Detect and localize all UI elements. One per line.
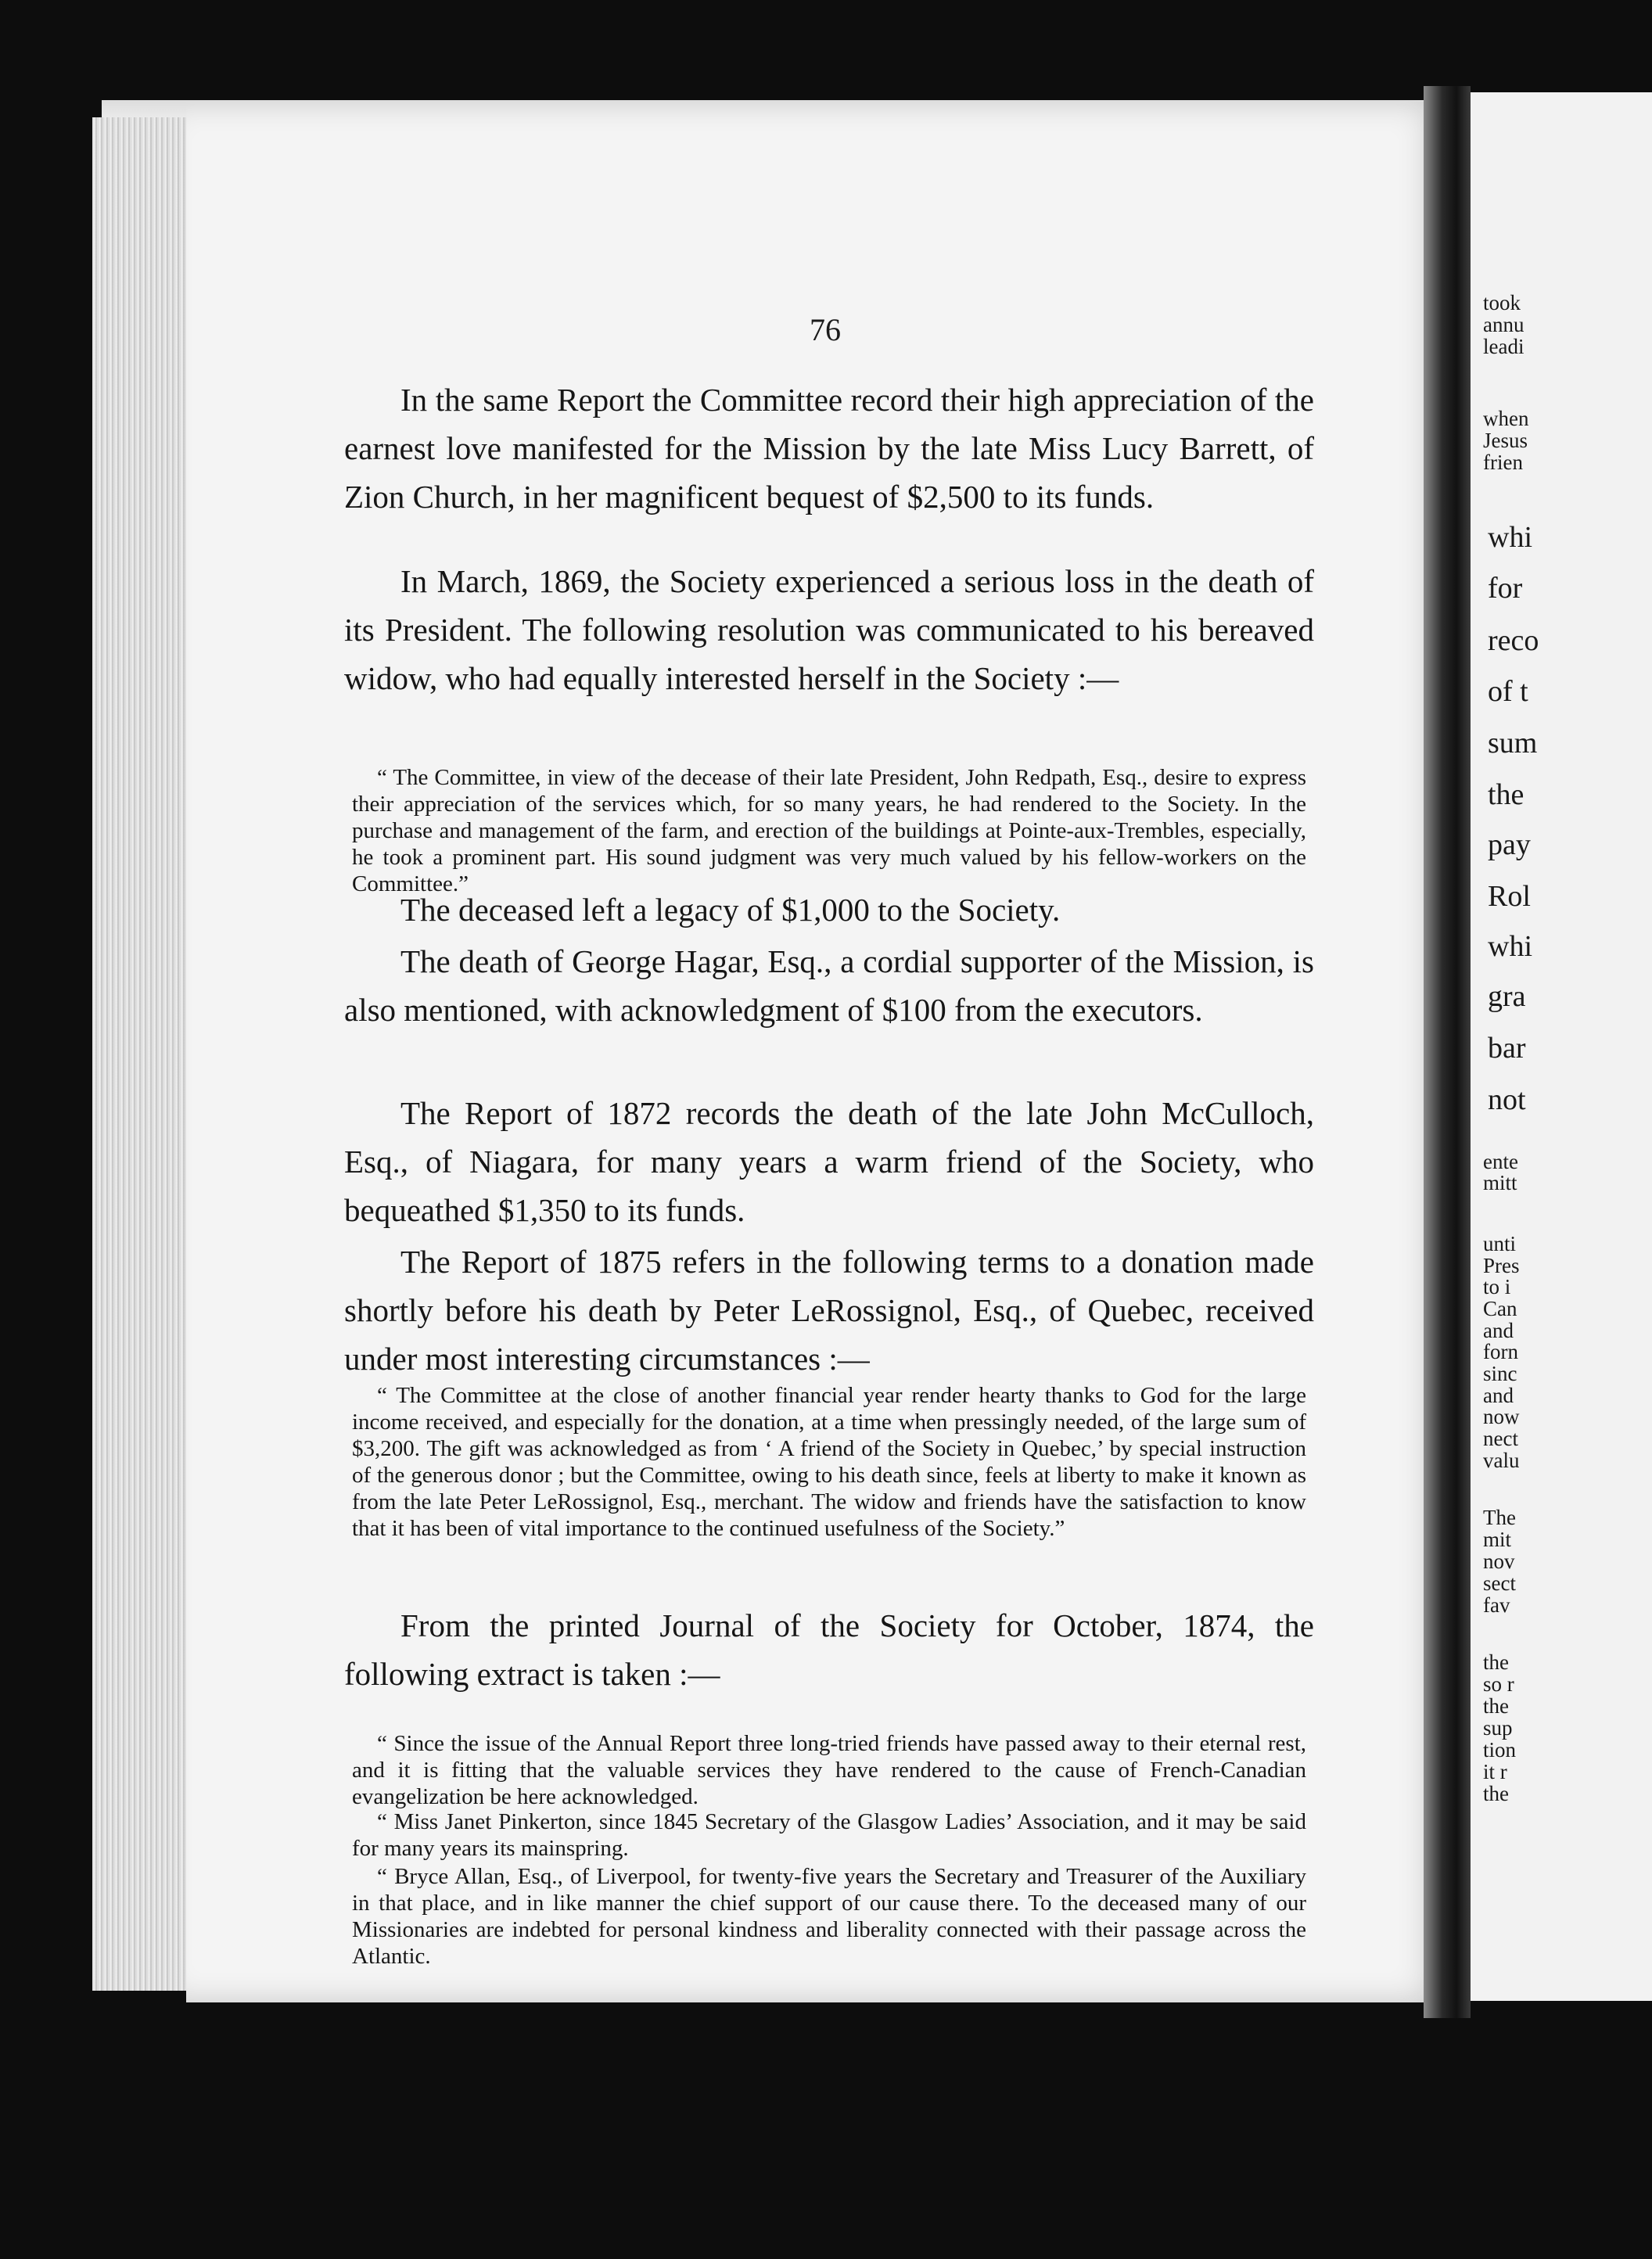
facing-page-fragment: whi: [1488, 521, 1532, 554]
quote-bryce-allan: “ Bryce Allan, Esq., of Liverpool, for twenty-five years the Secretary and Treasurer of the Auxiliary in that place, and in like manner the chief support of our cause there. To the deceased many of our Missionaries are indebted for personal kindness and liberality connected with their passage across the Atlantic.: [352, 1864, 1306, 1969]
facing-page-fragment: when: [1483, 407, 1529, 430]
facing-page-fragment: nov: [1483, 1550, 1515, 1573]
facing-page-fragment: mitt: [1483, 1171, 1517, 1194]
facing-page-fragment: and: [1483, 1319, 1514, 1342]
facing-page-fragment: unti: [1483, 1232, 1517, 1255]
facing-page-fragment: Can: [1483, 1297, 1517, 1320]
facing-page-fragment: pay: [1488, 828, 1531, 861]
facing-page-fragment: tion: [1483, 1738, 1517, 1762]
book-gutter: [1424, 86, 1471, 2018]
facing-page-fragment: sum: [1488, 727, 1538, 760]
facing-page-fragment: sup: [1483, 1716, 1513, 1740]
paragraph-george-hagar: The death of George Hagar, Esq., a cordial supporter of the Mission, is also mentioned, with acknowledgment of $100 from the executors.: [344, 943, 1314, 1028]
facing-page-fragment: nect: [1483, 1427, 1518, 1450]
facing-page-fragment: sinc: [1483, 1362, 1517, 1385]
facing-page-fragment: Jesus: [1483, 429, 1528, 452]
paragraph-report-1875: The Report of 1875 refers in the following terms to a donation made shortly before his death by Peter LeRossignol, Esq., of Quebec, received under most interesting circumstances :—: [344, 1244, 1314, 1377]
facing-page-fragment: ente: [1483, 1150, 1518, 1173]
facing-page-fragment: the: [1483, 1650, 1509, 1674]
facing-page-fragment: fav: [1483, 1593, 1510, 1617]
paragraph-lucy-barrett-bequest: In the same Report the Committee record their high appreciation of the earnest love manifested for the Mission by the late Miss Lucy Barrett, of Zion Church, in her magnificent bequest of $2,500 to its funds.: [344, 382, 1314, 515]
stacked-page-edges: [92, 117, 194, 1991]
facing-page-fragment: of t: [1488, 675, 1528, 708]
quote-janet-pinkerton: “ Miss Janet Pinkerton, since 1845 Secretary of the Glasgow Ladies’ Association, and it may be said for many years its mainspring.: [352, 1809, 1306, 1861]
facing-page-fragment: the: [1483, 1694, 1509, 1718]
facing-page-fragment: forn: [1483, 1340, 1518, 1363]
quote-lerossignol-donation: “ The Committee at the close of another financial year render hearty thanks to God for the large income received, and especially for the donation, at a time when pressingly needed, of the large sum of $3,200. The gift was acknowledged as from ‘ A friend of the Society in Quebec,’ by special instruction of the generous donor ; but the Committee, owing to his death since, feels at liberty to make it known as from the late Peter LeRossignol, Esq., merchant. The widow and friends have the satisfaction to know that it has been of vital importance to the continued usefulness of the Society.”: [352, 1383, 1306, 1541]
facing-page-fragment: bar: [1488, 1032, 1526, 1065]
facing-page-fragment: to i: [1483, 1275, 1511, 1298]
facing-page-fragment: not: [1488, 1083, 1526, 1116]
facing-page-fragment: mit: [1483, 1528, 1512, 1551]
quote-annual-report: “ Since the issue of the Annual Report three long-tried friends have passed away to their eternal rest, and it is fitting that the valuable services they have rendered to the cause of French-Canadian evangelization be here acknowledged.: [352, 1731, 1306, 1809]
facing-page-fragment: Rol: [1488, 880, 1531, 913]
quote-redpath-resolution: “ The Committee, in view of the decease of their late President, John Redpath, Esq., desire to express their appreciation of the services which, for so many years, he had rendered to the Society. In the purchase and management of the farm, and erection of the buildings at Pointe-aux-Trembles, especially, he took a prominent part. His sound judgment was very much valued by his fellow-workers on the Committee.”: [352, 765, 1306, 896]
facing-page-fragment: took: [1483, 291, 1521, 314]
facing-page-fragment: leadi: [1483, 335, 1525, 358]
facing-page-fragment: The: [1483, 1506, 1516, 1529]
facing-page-fragment: reco: [1488, 624, 1539, 657]
facing-page-fragment: sect: [1483, 1571, 1516, 1595]
facing-page-fragment: annu: [1483, 313, 1525, 336]
paragraph-journal-extract: From the printed Journal of the Society for October, 1874, the following extract is taken :—: [344, 1607, 1314, 1692]
facing-page-fragment: frien: [1483, 451, 1523, 474]
facing-page-fragment: Pres: [1483, 1254, 1520, 1277]
facing-page-fragment: whi: [1488, 930, 1532, 963]
facing-page-fragment: valu: [1483, 1449, 1520, 1472]
facing-page-fragment: now: [1483, 1405, 1520, 1428]
facing-page-fragment: the: [1488, 778, 1525, 811]
facing-page-fragment: for: [1488, 572, 1523, 605]
facing-page-fragment: and: [1483, 1384, 1514, 1407]
paragraph-legacy: The deceased left a legacy of $1,000 to the Society.: [400, 892, 1061, 928]
facing-page-fragment: the: [1483, 1782, 1509, 1805]
facing-page-fragment: it r: [1483, 1760, 1507, 1783]
page-number: 76: [810, 312, 841, 347]
facing-page-fragment: gra: [1488, 980, 1526, 1013]
paragraph-report-1872: The Report of 1872 records the death of the late John McCulloch, Esq., of Niagara, for many years a warm friend of the Society, who bequeathed $1,350 to its funds.: [344, 1095, 1314, 1228]
facing-page-fragment: so r: [1483, 1672, 1514, 1696]
facing-page: [1471, 92, 1652, 2001]
paragraph-president-death: In March, 1869, the Society experienced a serious loss in the death of its President. The following resolution was communicated to his bereaved widow, who had equally interested herself in the Society :—: [344, 563, 1314, 696]
